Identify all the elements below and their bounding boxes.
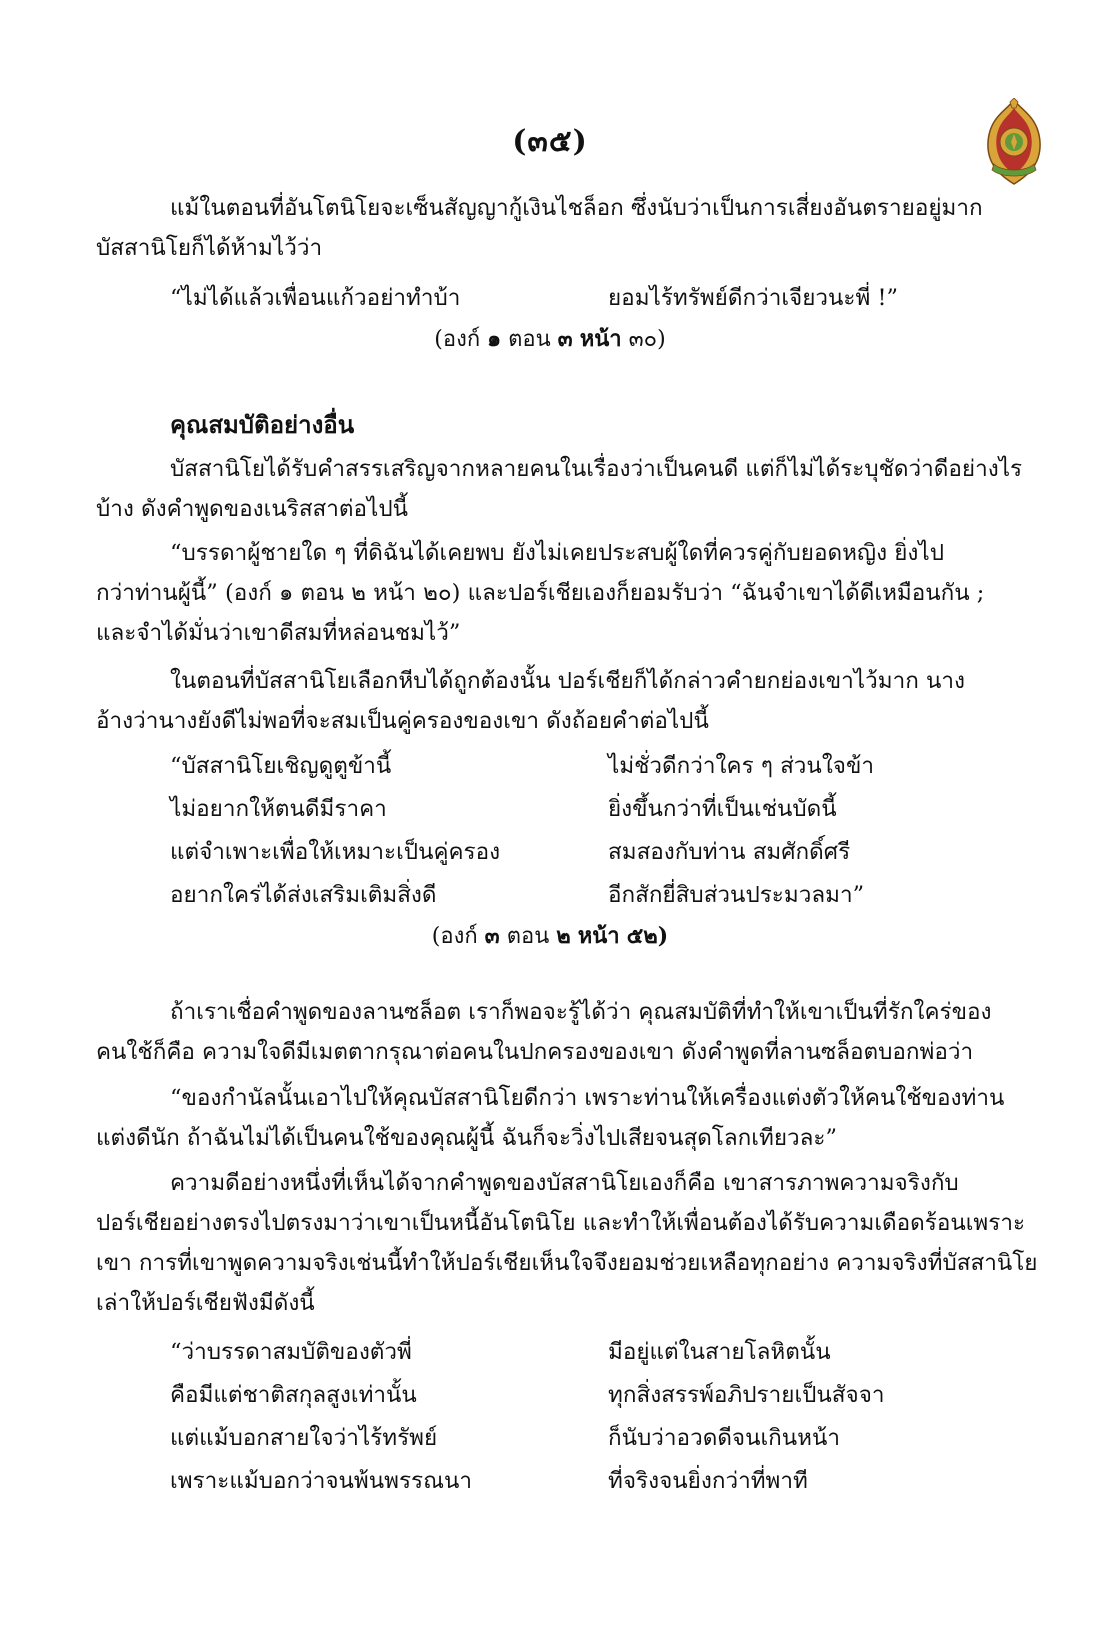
para5-line-1: “ของกำนัลนั้นเอาไปให้คุณบัสสานิโยดีกว่า เพราะท่านให้เครื่องแต่งตัวให้คนใช้ของท่าน bbox=[170, 1085, 1005, 1111]
citation-act: ๑ bbox=[487, 326, 502, 352]
section-citation bbox=[0, 916, 1100, 957]
para4-line-2: คนใช้ก็คือ ความใจดีมีเมตตากรุณาต่อคนในปกครองของเขา ดังคำพูดที่ลานซล็อตบอกพ่อว่า bbox=[96, 1039, 974, 1065]
page-number: (๓๕) bbox=[512, 124, 588, 159]
section-paragraph-3 bbox=[96, 661, 1040, 741]
verse-row bbox=[170, 875, 1040, 918]
para2-line-2: กว่าท่านผู้นี้” (องก์ ๑ ตอน ๒ หน้า ๒๐) และปอร์เชียเองก็ยอมรับว่า “ฉันจำเขาได้ดีเหมือนกัน ; bbox=[96, 580, 985, 606]
verse-left: “ไม่ได้แล้วเพื่อนแก้วอย่าทำบ้า bbox=[170, 285, 461, 311]
verse-right: มีอยู่แต่ในสายโลหิตนั้น bbox=[608, 1339, 831, 1365]
section-paragraph-1 bbox=[96, 449, 1040, 529]
verse-right: ที่จริงจนยิ่งกว่าที่พาที bbox=[608, 1468, 808, 1494]
body-paragraph-5 bbox=[96, 1078, 1040, 1158]
verse-right: อีกสักยี่สิบส่วนประมวลมา” bbox=[608, 882, 865, 908]
section-paragraph-2 bbox=[96, 533, 1040, 653]
verse-row bbox=[170, 789, 1040, 832]
para6-line-4: เล่าให้ปอร์เชียฟังมีดังนี้ bbox=[96, 1290, 315, 1316]
para3-line-2: อ้างว่านางยังดีไม่พอที่จะสมเป็นคู่ครองของเขา ดังถ้อยคำต่อไปนี้ bbox=[96, 708, 709, 734]
verse-left: แต่แม้บอกสายใจว่าไร้ทรัพย์ bbox=[170, 1425, 438, 1451]
verse-left: แต่จำเพาะเพื่อให้เหมาะเป็นคู่ครอง bbox=[170, 839, 501, 865]
verse-left: “บัสสานิโยเชิญดูตูข้านี้ bbox=[170, 753, 392, 779]
citation-prefix: (องก์ bbox=[431, 924, 478, 949]
intro-line-2: บัสสานิโยก็ได้ห้ามไว้ว่า bbox=[96, 235, 323, 261]
para4-line-1: ถ้าเราเชื่อคำพูดของลานซล็อต เราก็พอจะรู้ได้ว่า คุณสมบัติที่ทำให้เขาเป็นที่รักใคร่ของ bbox=[170, 999, 992, 1025]
citation-prefix: (องก์ bbox=[434, 327, 481, 352]
citation-page-label: หน้า bbox=[577, 923, 620, 949]
body-verse bbox=[170, 1332, 1040, 1504]
section-heading: คุณสมบัติอย่างอื่น bbox=[170, 410, 355, 439]
verse-left: คือมีแต่ชาติสกุลสูงเท่านั้น bbox=[170, 1382, 417, 1408]
emblem-graphic bbox=[980, 98, 1048, 186]
citation-page: ๕๒) bbox=[626, 923, 669, 949]
verse-left: เพราะแม้บอกว่าจนพ้นพรรณนา bbox=[170, 1468, 473, 1494]
verse-left: อยากใคร่ได้ส่งเสริมเติมสิ่งดี bbox=[170, 882, 437, 908]
citation-scene: ๒ bbox=[556, 923, 571, 949]
verse-row bbox=[170, 1375, 1040, 1418]
para2-line-3: และจำได้มั่นว่าเขาดีสมที่หล่อนชมไว้” bbox=[96, 620, 461, 646]
section-verse bbox=[170, 746, 1040, 918]
para6-line-3: เขา การที่เขาพูดความจริงเช่นนี้ทำให้ปอร์เชียเห็นใจจึงยอมช่วยเหลือทุกอย่าง ความจริงที่บัสสานิโย bbox=[96, 1250, 1038, 1276]
para5-line-2: แต่งดีนัก ถ้าฉันไม่ได้เป็นคนใช้ของคุณผู้นี้ ฉันก็จะวิ่งไปเสียจนสุดโลกเทียวละ” bbox=[96, 1125, 838, 1151]
intro-citation bbox=[0, 319, 1100, 360]
verse-left: ไม่อยากให้ตนดีมีราคา bbox=[170, 796, 387, 822]
verse-right: ทุกสิ่งสรรพ์อภิปรายเป็นสัจจา bbox=[608, 1382, 885, 1408]
verse-row bbox=[170, 278, 1040, 321]
verse-right: ยิ่งขึ้นกว่าที่เป็นเช่นบัดนี้ bbox=[608, 796, 837, 822]
citation-act: ๓ bbox=[484, 923, 500, 949]
citation-scene-label: ตอน bbox=[508, 327, 551, 352]
verse-row bbox=[170, 746, 1040, 789]
para1-line-1: บัสสานิโยได้รับคำสรรเสริญจากหลายคนในเรื่องว่าเป็นคนดี แต่ก็ไม่ได้ระบุชัดว่าดีอย่างไร bbox=[170, 456, 1023, 482]
verse-row bbox=[170, 1461, 1040, 1504]
verse-row bbox=[170, 832, 1040, 875]
para6-line-1: ความดีอย่างหนึ่งที่เห็นได้จากคำพูดของบัสสานิโยเองก็คือ เขาสารภาพความจริงกับ bbox=[170, 1170, 959, 1196]
verse-row bbox=[170, 1418, 1040, 1461]
verse-right: ก็นับว่าอวดดีจนเกินหน้า bbox=[608, 1425, 841, 1451]
intro-paragraph bbox=[96, 188, 1040, 268]
verse-right: สมสองกับท่าน สมศักดิ์ศรี bbox=[608, 839, 851, 865]
citation-scene-label: ตอน bbox=[506, 924, 550, 949]
para6-line-2: ปอร์เชียอย่างตรงไปตรงมาว่าเขาเป็นหนี้อันโตนิโย และทำให้เพื่อนต้องได้รับความเดือดร้อนเพราะ bbox=[96, 1210, 1026, 1236]
verse-left: “ว่าบรรดาสมบัติของตัวพี่ bbox=[170, 1339, 412, 1365]
body-paragraph-6 bbox=[96, 1163, 1040, 1323]
verse-row bbox=[170, 1332, 1040, 1375]
verse-right: ไม่ชั่วดีกว่าใคร ๆ ส่วนใจข้า bbox=[608, 753, 875, 779]
para1-line-2: บ้าง ดังคำพูดของเนริสสาต่อไปนี้ bbox=[96, 496, 409, 522]
body-paragraph-4 bbox=[96, 992, 1040, 1072]
intro-line-1: แม้ในตอนที่อันโตนิโยจะเซ็นสัญญากู้เงินไชล็อก ซึ่งนับว่าเป็นการเสี่ยงอันตรายอยู่มาก bbox=[170, 195, 983, 221]
para3-line-1: ในตอนที่บัสสานิโยเลือกหีบได้ถูกต้องนั้น ปอร์เชียก็ได้กล่าวคำยกย่องเขาไว้มาก นาง bbox=[170, 668, 965, 694]
citation-scene: ๓ bbox=[557, 326, 573, 352]
intro-quote bbox=[170, 278, 1040, 321]
para2-line-1: “บรรดาผู้ชายใด ๆ ที่ดิฉันได้เคยพบ ยังไม่เคยประสบผู้ใดที่ควรคู่กับยอดหญิง ยิ่งไป bbox=[170, 540, 944, 566]
verse-right: ยอมไร้ทรัพย์ดีกว่าเจียวนะพี่ !” bbox=[608, 285, 899, 311]
citation-page: ๓๐) bbox=[628, 327, 666, 352]
ministry-emblem-icon bbox=[980, 98, 1048, 186]
citation-page-label: หน้า bbox=[579, 326, 622, 352]
